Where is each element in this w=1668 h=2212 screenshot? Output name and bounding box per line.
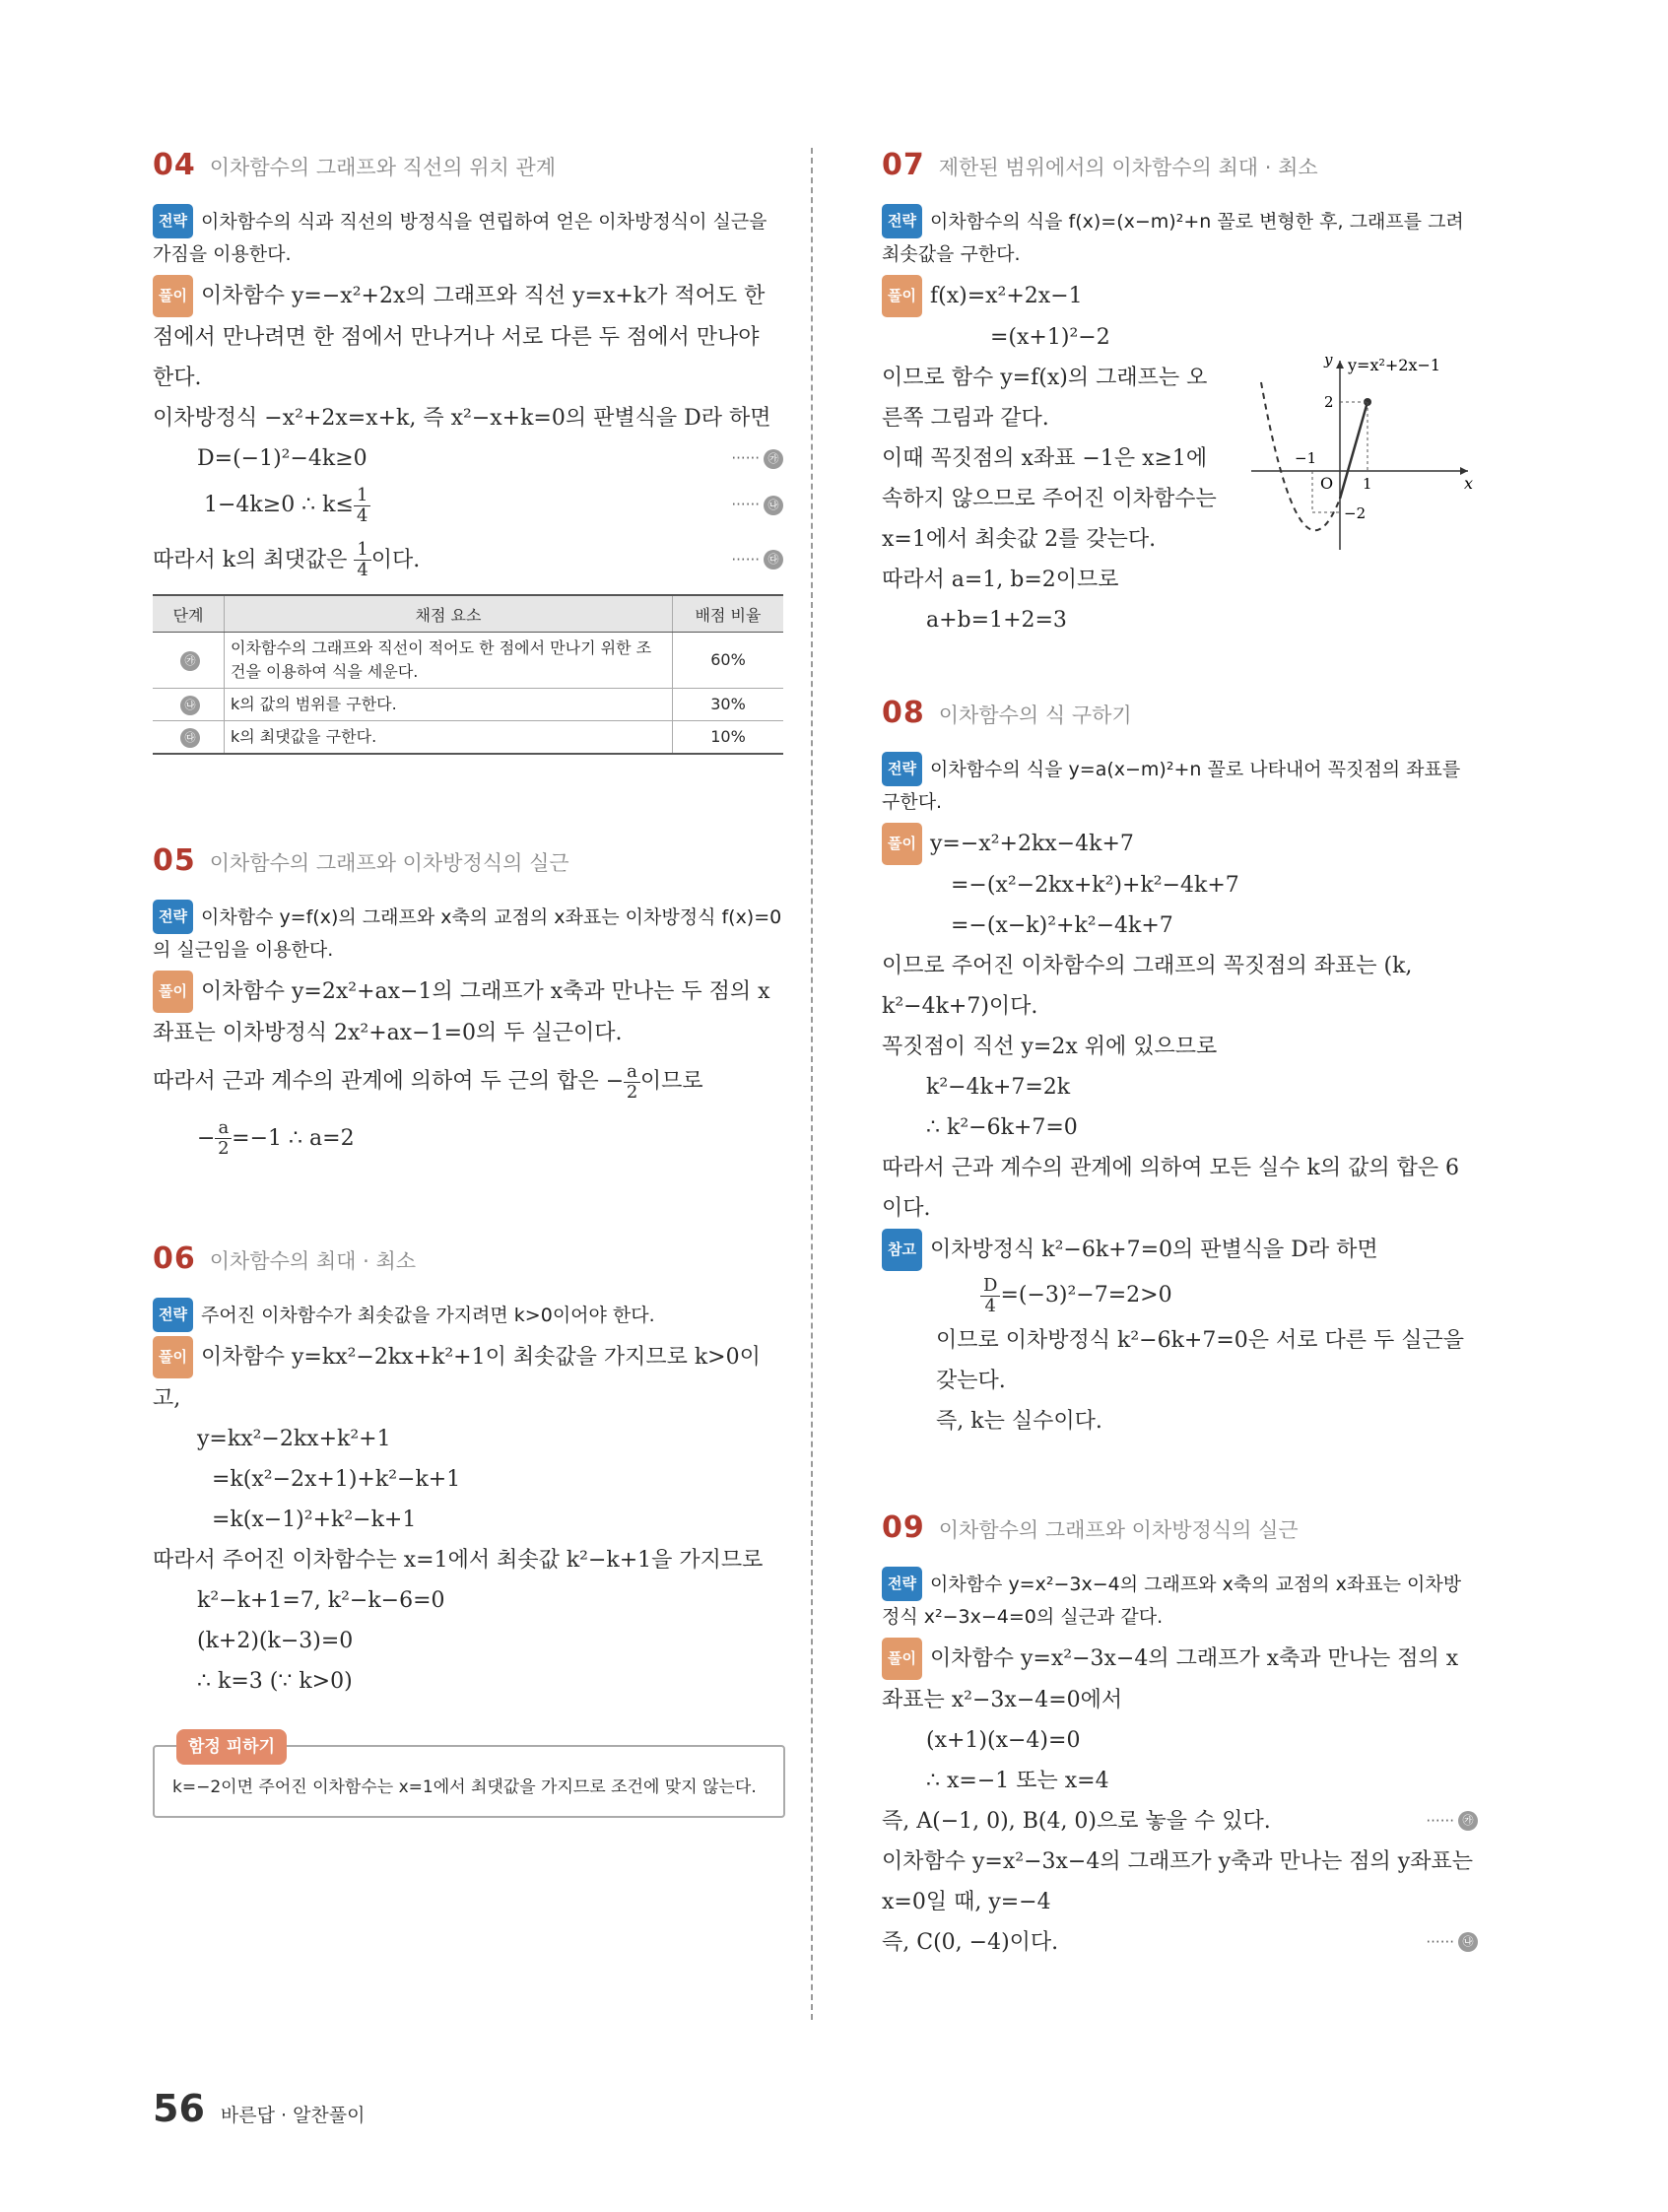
section-title: 이차함수의 그래프와 직선의 위치 관계 (209, 156, 557, 179)
strategy-text: 전략 주어진 이차함수가 최솟값을 가지려면 k>0이어야 한다. (153, 1298, 783, 1332)
equation: k²−k+1=7, k²−k−6=0 (197, 1588, 445, 1613)
origin-label: O (1320, 474, 1334, 493)
section-number: 07 (882, 148, 925, 182)
section-title: 제한된 범위에서의 이차함수의 최대 · 최소 (938, 156, 1318, 179)
section-number: 08 (882, 696, 925, 730)
equation: y=kx²−2kx+k²+1 (197, 1427, 391, 1451)
trap-label: 함정 피하기 (176, 1729, 287, 1765)
section-title: 이차함수의 그래프와 이차방정식의 실근 (209, 851, 569, 875)
solution-text: 따라서 근과 계수의 관계에 의하여 두 근의 합은 − $\frac{a}{2}$ 이므로 (153, 1060, 703, 1103)
solution-text: 이차방정식 −x²+2x=x+k, 즉 x²−x+k=0의 판별식을 D라 하면 (153, 406, 771, 431)
section-06 (153, 1241, 783, 1818)
tick-label: −1 (1295, 449, 1317, 467)
note-tag: 참고 (882, 1229, 922, 1271)
solution-text: 이므로 주어진 이차함수의 그래프의 꼭짓점의 좌표는 (k, k²−4k+7)이다. (882, 954, 1413, 1019)
equation: a+b=1+2=3 (926, 608, 1067, 633)
tick-label: −2 (1344, 504, 1367, 522)
equation: ∴ k²−6k+7=0 (926, 1115, 1078, 1140)
step-marker: ······ ㉯ (731, 485, 783, 525)
table-header: 단계 (153, 595, 225, 633)
trap-box (153, 1737, 785, 1818)
equation: D=(−1)²−4k≥0 ······ ㉮ (153, 438, 783, 479)
section-05 (153, 843, 783, 1159)
section-04 (153, 148, 783, 755)
equation: k²−4k+7=2k (926, 1075, 1071, 1100)
solution-text: 풀이 이차함수 y=kx²−2kx+k²+1이 최솟값을 가지므로 k>0이고, (153, 1336, 783, 1419)
solution-tag: 풀이 (153, 275, 193, 317)
table-header: 채점 요소 (225, 595, 673, 633)
solution-text: 풀이 이차함수 y=x²−3x−4의 그래프가 x축과 만나는 점의 x좌표는 x²−3x−4=0에서 (882, 1638, 1478, 1720)
tick-label: 1 (1363, 475, 1372, 493)
strategy-text: 전략 이차함수의 식을 y=a(x−m)²+n 꼴로 나타내어 꼭짓점의 좌표를 구한다. (882, 752, 1478, 819)
equation: − $\frac{a}{2}$ =−1 ∴ a=2 (197, 1117, 355, 1159)
table-header: 배점 비율 (673, 595, 784, 633)
strategy-tag: 전략 (153, 204, 193, 238)
step-marker: ······ ㉰ (731, 540, 783, 580)
table-row: ㉯ k의 값의 범위를 구한다. 30% (153, 689, 783, 721)
equation: =k(x−1)²+k²−k+1 (212, 1508, 417, 1532)
solution-text: 이때 꼭짓점의 x좌표 −1은 x≥1에 속하지 않으므로 주어진 이차함수는 x=1에서 최솟값 2를 갖는다. (882, 446, 1217, 552)
solution-text: 즉, A(−1, 0), B(4, 0)으로 놓을 수 있다. ······ ㉮ (882, 1801, 1478, 1842)
section-title: 이차함수의 식 구하기 (938, 704, 1132, 727)
y-axis-arrow (1336, 361, 1344, 369)
right-column (882, 148, 1478, 1963)
section-number: 05 (153, 843, 196, 878)
solution-text: 따라서 근과 계수의 관계에 의하여 모든 실수 k의 값의 합은 6이다. (882, 1156, 1460, 1221)
left-column (153, 148, 783, 1818)
scoring-table (153, 594, 783, 755)
section-title: 이차함수의 최대 · 최소 (209, 1249, 417, 1273)
equation: $\frac{D}{4}$ =(−3)²−7=2>0 (882, 1275, 1478, 1316)
equation: =−(x²−2kx+k²)+k²−4k+7 (951, 873, 1239, 898)
trap-text: k=−2이면 주어진 이차함수는 x=1에서 최댓값을 가지므로 조건에 맞지 않는다. (172, 1777, 757, 1797)
section-number: 09 (882, 1509, 925, 1545)
step-marker: ······ ㉯ (1426, 1922, 1478, 1963)
solution-text: 꼭짓점이 직선 y=2x 위에 있으므로 (882, 1035, 1218, 1059)
equation: =k(x²−2x+1)+k²−k+1 (212, 1467, 461, 1492)
step-marker: ······ ㉮ (731, 438, 783, 479)
page-number: 56 (153, 2087, 205, 2130)
equation: 풀이 y=−x²+2kx−4k+7 (882, 823, 1478, 865)
solution-text: 즉, C(0, −4)이다. ······ ㉯ (882, 1922, 1478, 1963)
note-text: 참고 이차방정식 k²−6k+7=0의 판별식을 D라 하면 (882, 1229, 1478, 1271)
section-number: 06 (153, 1241, 196, 1276)
section-title: 이차함수의 그래프와 이차방정식의 실근 (938, 1517, 1299, 1542)
section-07 (882, 148, 1478, 640)
strategy-text: 전략 이차함수 y=x²−3x−4의 그래프와 x축의 교점의 x좌표는 이차방정식 x²−3x−4=0의 실근과 같다. (882, 1567, 1478, 1634)
column-divider (811, 148, 813, 2020)
strategy-text: 전략 이차함수 y=f(x)의 그래프와 x축의 교점의 x좌표는 이차방정식 f(x)=0의 실근임을 이용한다. (153, 900, 783, 967)
curve-label: y=x²+2x−1 (1348, 356, 1441, 374)
table-row: ㉮ 이차함수의 그래프와 직선이 적어도 한 점에서 만나기 위한 조건을 이용하여 식을 세운다. 60% (153, 633, 783, 689)
page-footer (153, 2087, 366, 2130)
step-marker: ······ ㉮ (1426, 1801, 1478, 1842)
section-number: 04 (153, 148, 196, 182)
equation: 1−4k≥0 ∴ k≤ $\frac{1}{4}$ ······ ㉯ (153, 485, 783, 526)
solution-text: 이차함수 y=x²−3x−4의 그래프가 y축과 만나는 점의 y좌표는 x=0일 때, y=−4 (882, 1848, 1473, 1914)
parabola-graph (1232, 353, 1478, 560)
note-text: 이므로 이차방정식 k²−6k+7=0은 서로 다른 두 실근을 갖는다. (936, 1327, 1465, 1393)
y-axis-label: y (1324, 353, 1333, 369)
equation: =(x+1)²−2 (990, 325, 1110, 350)
table-row: ㉰ k의 최댓값을 구한다. 10% (153, 721, 783, 755)
equation: (x+1)(x−4)=0 (926, 1727, 1081, 1753)
note-text: 즉, k는 실수이다. (936, 1408, 1102, 1434)
strategy-text: 전략 이차함수의 식을 f(x)=(x−m)²+n 꼴로 변형한 후, 그래프를 그려 최솟값을 구한다. (882, 204, 1478, 271)
solution-text: 따라서 주어진 이차함수는 x=1에서 최솟값 k²−k+1을 가지므로 (153, 1548, 764, 1573)
solution-text: 따라서 a=1, b=2이므로 (882, 568, 1119, 592)
tick-label: 2 (1324, 393, 1334, 411)
section-09 (882, 1510, 1478, 1963)
section-08 (882, 696, 1478, 1441)
equation: 풀이 f(x)=x²+2x−1 (882, 275, 1478, 317)
x-axis-label: x (1464, 474, 1474, 493)
conclusion: 따라서 k의 최댓값은 $\frac{1}{4}$ 이다. ······ ㉰ (153, 540, 783, 581)
footer-label: 바른답 · 알찬풀이 (220, 2105, 366, 2126)
equation: ∴ x=−1 또는 x=4 (926, 1768, 1109, 1793)
equation: =−(x−k)²+k²−4k+7 (951, 913, 1173, 938)
solution-text: 이므로 함수 y=f(x)의 그래프는 오른쪽 그림과 같다. (882, 366, 1208, 431)
solution-text: 풀이 이차함수 y=2x²+ax−1의 그래프가 x축과 만나는 두 점의 x좌표는 이차방정식 2x²+ax−1=0의 두 실근이다. (153, 971, 783, 1053)
equation: ∴ k=3 (∵ k>0) (197, 1669, 353, 1694)
strategy-text: 전략 이차함수의 식과 직선의 방정식을 연립하여 얻은 이차방정식이 실근을 가짐을 이용한다. (153, 204, 783, 271)
equation: (k+2)(k−3)=0 (197, 1629, 354, 1653)
solution-text: 풀이 이차함수 y=−x²+2x의 그래프와 직선 y=x+k가 적어도 한 점에서 만나려면 한 점에서 만나거나 서로 다른 두 점에서 만나야 한다. (153, 275, 783, 398)
